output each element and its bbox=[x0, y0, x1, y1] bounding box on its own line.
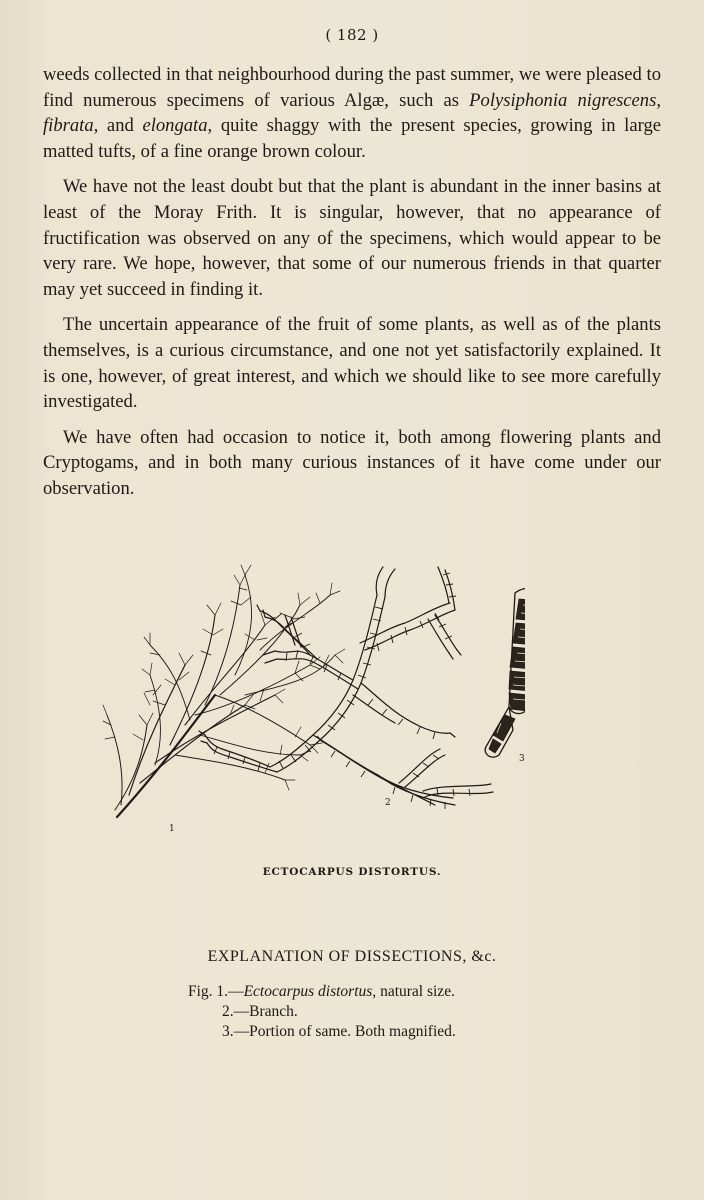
text-run: We have often had occasion to notice it, both among flowering plants and Cryptogams, and in both many curious instances of it have come under our observation. bbox=[43, 426, 661, 499]
explanation-line bbox=[188, 1002, 456, 1022]
text-run: quite shaggy with the present species, growing in large matted tufts, of a fine orange brown colour. bbox=[43, 115, 661, 162]
text-run: weeds collected in that neighbourhood during the past summer, we were pleased to find numerous specimens of various Algæ, such as bbox=[43, 64, 661, 111]
botanical-figure bbox=[95, 555, 525, 845]
text-run-italic: Polysiphonia nigrescens, fibrata, bbox=[43, 89, 661, 137]
text-run-italic: elongata, bbox=[142, 115, 213, 137]
text-run: and bbox=[98, 115, 143, 137]
explanation-line bbox=[188, 1022, 456, 1042]
fig1-label: 1 bbox=[169, 824, 175, 834]
ectocarpus-illustration bbox=[95, 555, 525, 845]
paragraph bbox=[43, 425, 661, 502]
explanation-list bbox=[188, 982, 456, 1042]
explanation-prefix: 3.—Portion of same. Both magnified. bbox=[222, 1023, 456, 1040]
body-text bbox=[43, 62, 661, 512]
text-run: The uncertain appearance of the fruit of some plants, as well as of the plants themselves, is a curious circumstance, and one not yet satisfactorily explained. It is one, however, of great interest, and which we should like to see more carefully investigated. bbox=[43, 314, 661, 413]
explanation-prefix: Fig. 1.— bbox=[188, 983, 244, 1000]
fig3-label: 3 bbox=[519, 754, 525, 764]
explanation-prefix: 2.—Branch. bbox=[222, 1003, 298, 1020]
explanation-suffix: natural size. bbox=[376, 983, 455, 1000]
fig2-label: 2 bbox=[385, 798, 391, 808]
text-run: We have not the least doubt but that the plant is abundant in the inner basins at least of the Moray Frith. It is singular, however, that no appearance of fructification was observed on any of the specimens, which would appear to be very rare. We hope, however, that some of our numerous friends in that quarter may yet succeed in finding it. bbox=[43, 176, 661, 300]
explanation-species-name: Ectocarpus distortus, bbox=[243, 983, 377, 1000]
fig3-cells bbox=[489, 599, 525, 753]
explanation-heading: EXPLANATION OF DISSECTIONS, &c. bbox=[207, 948, 497, 965]
page-number: ( 182 ) bbox=[325, 26, 379, 44]
paragraph bbox=[43, 312, 661, 414]
fig2-branch-drawing bbox=[199, 567, 493, 805]
explanation-line bbox=[188, 982, 456, 1002]
paragraph bbox=[43, 62, 661, 164]
fig1-tuft-drawing bbox=[103, 565, 345, 817]
fig2-branch-septa bbox=[214, 573, 470, 809]
paragraph bbox=[43, 174, 661, 302]
figure-caption: ECTOCARPUS DISTORTUS. bbox=[262, 866, 442, 878]
